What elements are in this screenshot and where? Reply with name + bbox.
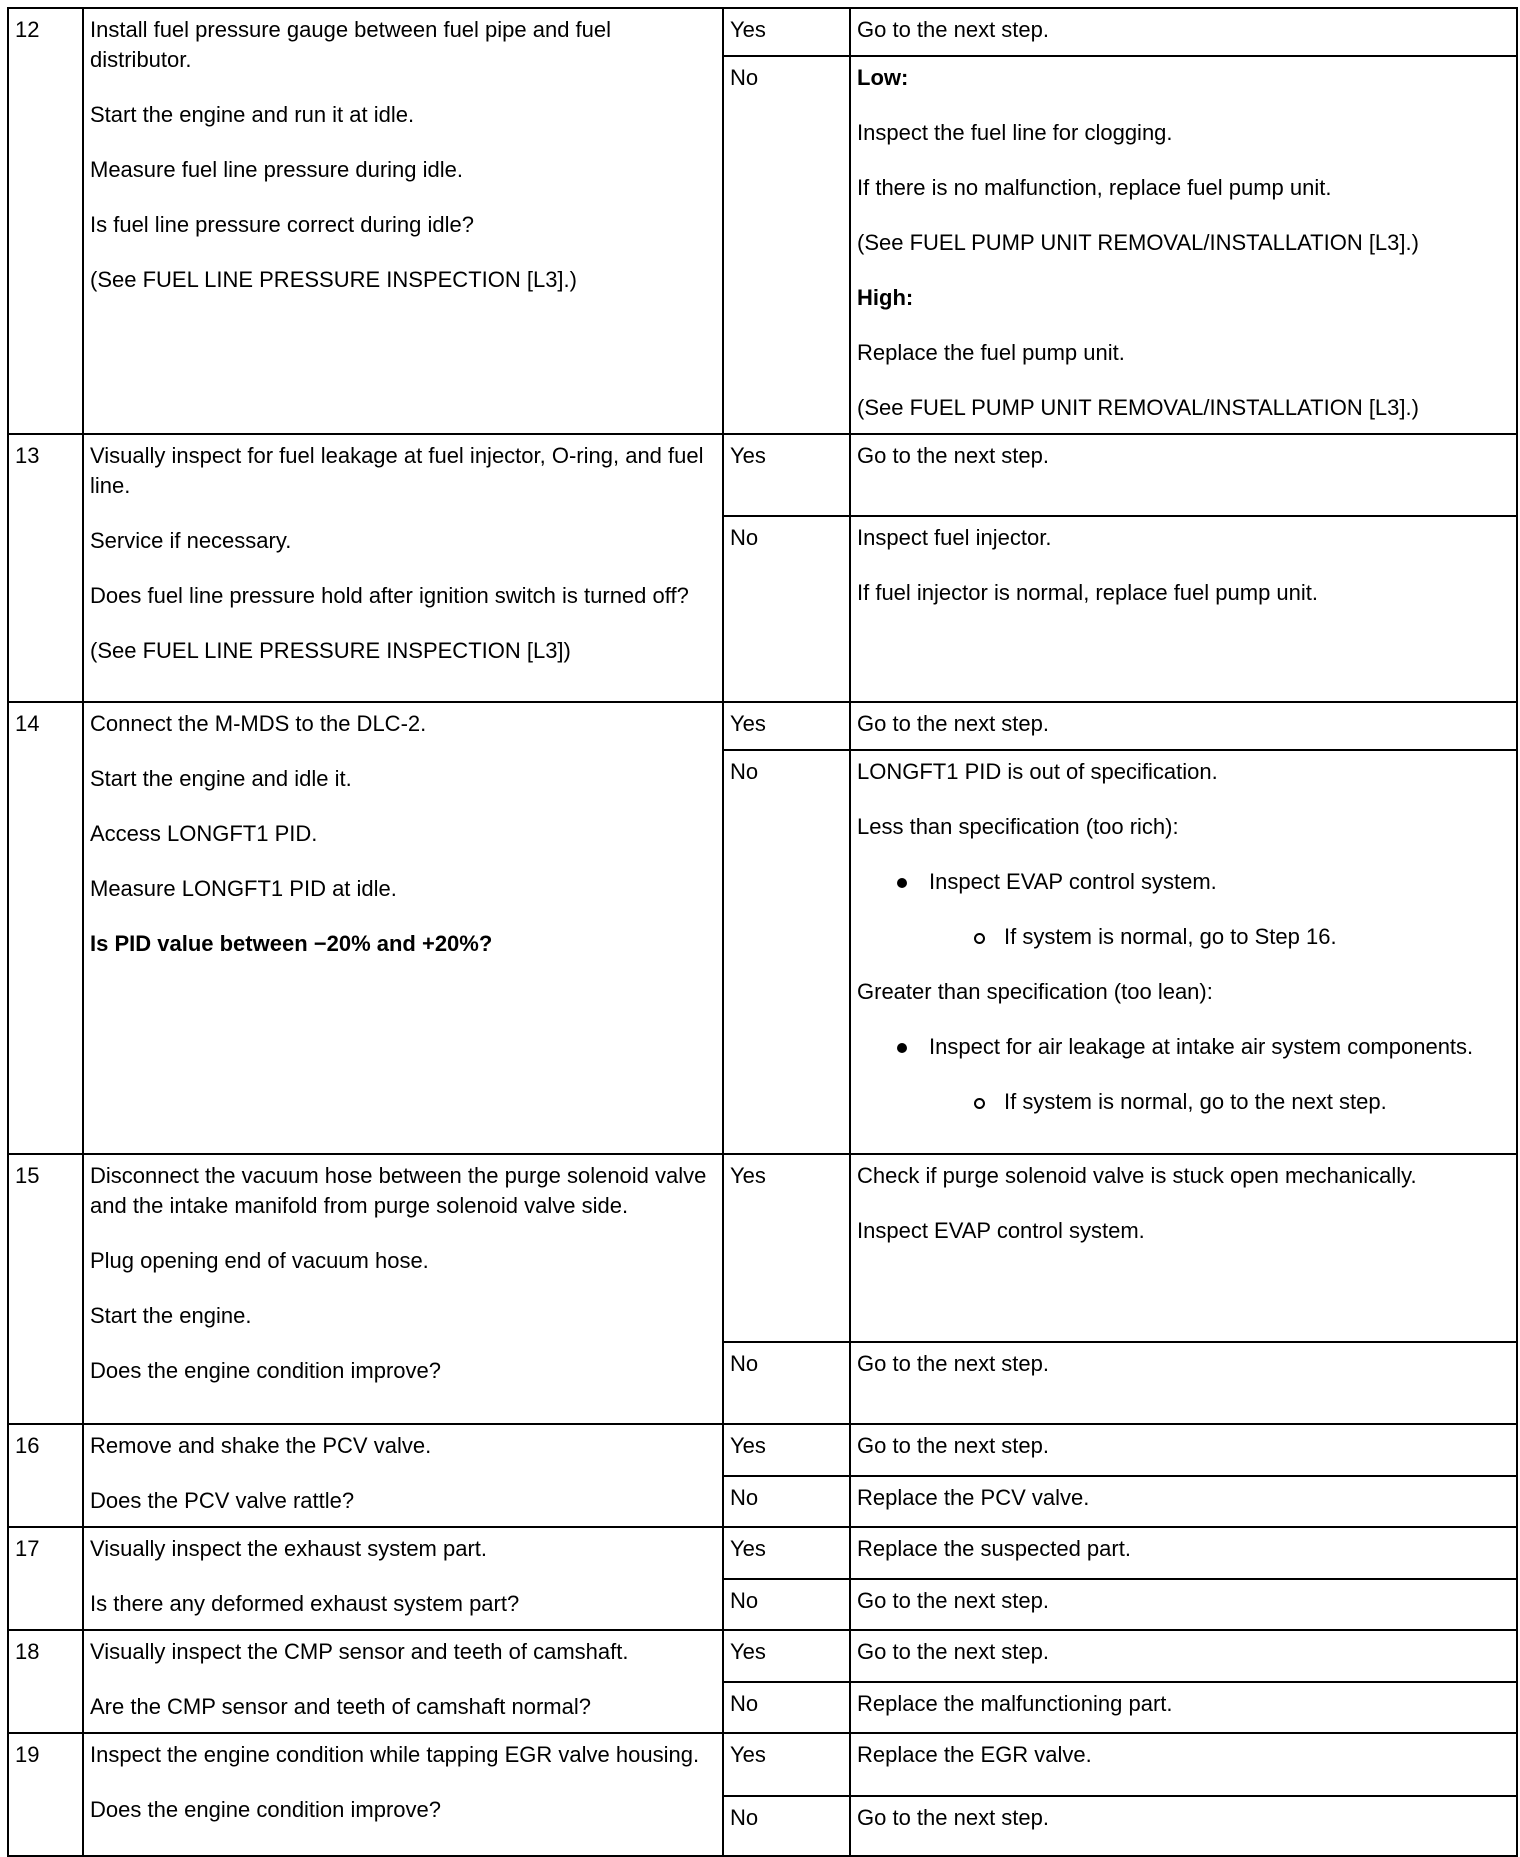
bullet-text: Inspect for air leakage at intake air system components.	[929, 1034, 1474, 1059]
no-label: No	[723, 1579, 850, 1631]
yes-label: Yes	[723, 1424, 850, 1476]
yes-result	[850, 1424, 1517, 1476]
action-text: Visually inspect for fuel leakage at fuel injector, O-ring, and fuel line.	[90, 443, 704, 498]
result-text: Go to the next step.	[857, 17, 1050, 42]
action-text: Measure LONGFT1 PID at idle.	[90, 876, 397, 901]
result-text: Replace the suspected part.	[857, 1536, 1131, 1561]
action-text: Does fuel line pressure hold after ignition switch is turned off?	[90, 583, 689, 608]
no-result	[850, 1682, 1517, 1734]
step-number: 13	[8, 434, 83, 702]
action-text: Is PID value between −20% and +20%?	[90, 931, 493, 956]
bullet-item	[857, 867, 1510, 897]
yes-result	[850, 1733, 1517, 1796]
bullet-text: Inspect EVAP control system.	[929, 869, 1217, 894]
action-text: Access LONGFT1 PID.	[90, 821, 318, 846]
no-label: No	[723, 1476, 850, 1528]
result-text: (See FUEL PUMP UNIT REMOVAL/INSTALLATION [L3].)	[857, 395, 1419, 420]
table-row	[8, 1424, 1517, 1476]
step-number: 19	[8, 1733, 83, 1856]
action-text: Start the engine and run it at idle.	[90, 102, 415, 127]
troubleshooting-table	[7, 7, 1518, 1857]
yes-label: Yes	[723, 1630, 850, 1682]
result-text: Go to the next step.	[857, 443, 1050, 468]
action-text: Disconnect the vacuum hose between the purge solenoid valve and the intake manifold from purge solenoid valve side.	[90, 1163, 707, 1218]
action-text: Measure fuel line pressure during idle.	[90, 157, 463, 182]
action-text: Is fuel line pressure correct during idle?	[90, 212, 474, 237]
result-text: Inspect fuel injector.	[857, 525, 1052, 550]
step-number: 17	[8, 1527, 83, 1630]
no-label: No	[723, 516, 850, 702]
yes-label: Yes	[723, 434, 850, 516]
step-action	[83, 1527, 723, 1630]
yes-result	[850, 1630, 1517, 1682]
step-action	[83, 702, 723, 1154]
step-action	[83, 434, 723, 702]
yes-label: Yes	[723, 702, 850, 750]
no-label: No	[723, 750, 850, 1154]
action-text: Service if necessary.	[90, 528, 292, 553]
table-row	[8, 1154, 1517, 1342]
action-text: (See FUEL LINE PRESSURE INSPECTION [L3])	[90, 638, 571, 663]
yes-label: Yes	[723, 1527, 850, 1579]
no-result	[850, 1342, 1517, 1424]
yes-label: Yes	[723, 1733, 850, 1796]
table-row	[8, 1733, 1517, 1796]
result-text: LONGFT1 PID is out of specification.	[857, 759, 1218, 784]
action-text: Plug opening end of vacuum hose.	[90, 1248, 429, 1273]
table-row	[8, 1630, 1517, 1682]
result-text: Go to the next step.	[857, 1351, 1050, 1376]
yes-result	[850, 1154, 1517, 1342]
step-number: 16	[8, 1424, 83, 1527]
no-result	[850, 1476, 1517, 1528]
bullet-icon	[897, 1043, 907, 1053]
result-heading: Low:	[857, 65, 909, 90]
yes-result	[850, 702, 1517, 750]
result-text: Replace the fuel pump unit.	[857, 340, 1125, 365]
action-text: Inspect the engine condition while tapping EGR valve housing.	[90, 1742, 700, 1767]
action-text: Are the CMP sensor and teeth of camshaft normal?	[90, 1694, 591, 1719]
result-text: Replace the EGR valve.	[857, 1742, 1092, 1767]
bullet-icon	[897, 878, 907, 888]
yes-label: Yes	[723, 1154, 850, 1342]
circle-bullet-icon	[974, 1098, 985, 1109]
sub-bullet-item	[857, 922, 1510, 952]
action-text: Install fuel pressure gauge between fuel pipe and fuel distributor.	[90, 17, 612, 72]
sub-bullet-item	[857, 1087, 1510, 1117]
step-action	[83, 1733, 723, 1856]
yes-label: Yes	[723, 8, 850, 56]
no-result	[850, 1579, 1517, 1631]
result-text: Go to the next step.	[857, 1639, 1050, 1664]
no-label: No	[723, 1682, 850, 1734]
action-text: Remove and shake the PCV valve.	[90, 1433, 432, 1458]
no-label: No	[723, 1342, 850, 1424]
result-text: Go to the next step.	[857, 1587, 1050, 1613]
no-label: No	[723, 1796, 850, 1856]
step-action	[83, 8, 723, 434]
result-text: Inspect EVAP control system.	[857, 1218, 1145, 1243]
no-result	[850, 516, 1517, 702]
result-heading: High:	[857, 285, 914, 310]
action-text: Connect the M-MDS to the DLC-2.	[90, 711, 427, 736]
result-text: Go to the next step.	[857, 711, 1050, 736]
table-row	[8, 434, 1517, 516]
result-text: Replace the malfunctioning part.	[857, 1690, 1173, 1716]
action-text: Does the engine condition improve?	[90, 1797, 442, 1822]
result-text: Go to the next step.	[857, 1433, 1050, 1458]
action-text: Does the engine condition improve?	[90, 1358, 442, 1383]
action-text: Start the engine.	[90, 1303, 252, 1328]
step-number: 18	[8, 1630, 83, 1733]
step-number: 12	[8, 8, 83, 434]
yes-result	[850, 8, 1517, 56]
result-text: Less than specification (too rich):	[857, 814, 1179, 839]
step-number: 14	[8, 702, 83, 1154]
result-text: Greater than specification (too lean):	[857, 979, 1213, 1004]
table-row	[8, 8, 1517, 56]
result-text: Check if purge solenoid valve is stuck open mechanically.	[857, 1163, 1417, 1188]
no-result	[850, 1796, 1517, 1856]
step-number: 15	[8, 1154, 83, 1424]
step-action	[83, 1424, 723, 1527]
result-text: (See FUEL PUMP UNIT REMOVAL/INSTALLATION [L3].)	[857, 230, 1419, 255]
yes-result	[850, 434, 1517, 516]
result-text: If fuel injector is normal, replace fuel pump unit.	[857, 580, 1319, 605]
table-row	[8, 702, 1517, 750]
sub-bullet-text: If system is normal, go to the next step.	[1004, 1089, 1387, 1114]
step-action	[83, 1630, 723, 1733]
sub-bullet-text: If system is normal, go to Step 16.	[1004, 924, 1337, 949]
action-text: Visually inspect the CMP sensor and teeth of camshaft.	[90, 1639, 629, 1664]
bullet-item	[857, 1032, 1510, 1062]
table-row	[8, 1527, 1517, 1579]
action-text: Visually inspect the exhaust system part.	[90, 1536, 488, 1561]
result-text: Inspect the fuel line for clogging.	[857, 120, 1173, 145]
result-text: If there is no malfunction, replace fuel pump unit.	[857, 175, 1332, 200]
result-text: Replace the PCV valve.	[857, 1484, 1090, 1510]
no-result	[850, 56, 1517, 434]
action-text: (See FUEL LINE PRESSURE INSPECTION [L3].)	[90, 267, 577, 292]
result-text: Go to the next step.	[857, 1805, 1050, 1830]
step-action	[83, 1154, 723, 1424]
no-result	[850, 750, 1517, 1154]
no-label: No	[723, 56, 850, 434]
action-text: Does the PCV valve rattle?	[90, 1488, 355, 1513]
circle-bullet-icon	[974, 933, 985, 944]
yes-result	[850, 1527, 1517, 1579]
action-text: Start the engine and idle it.	[90, 766, 352, 791]
action-text: Is there any deformed exhaust system part?	[90, 1591, 520, 1616]
